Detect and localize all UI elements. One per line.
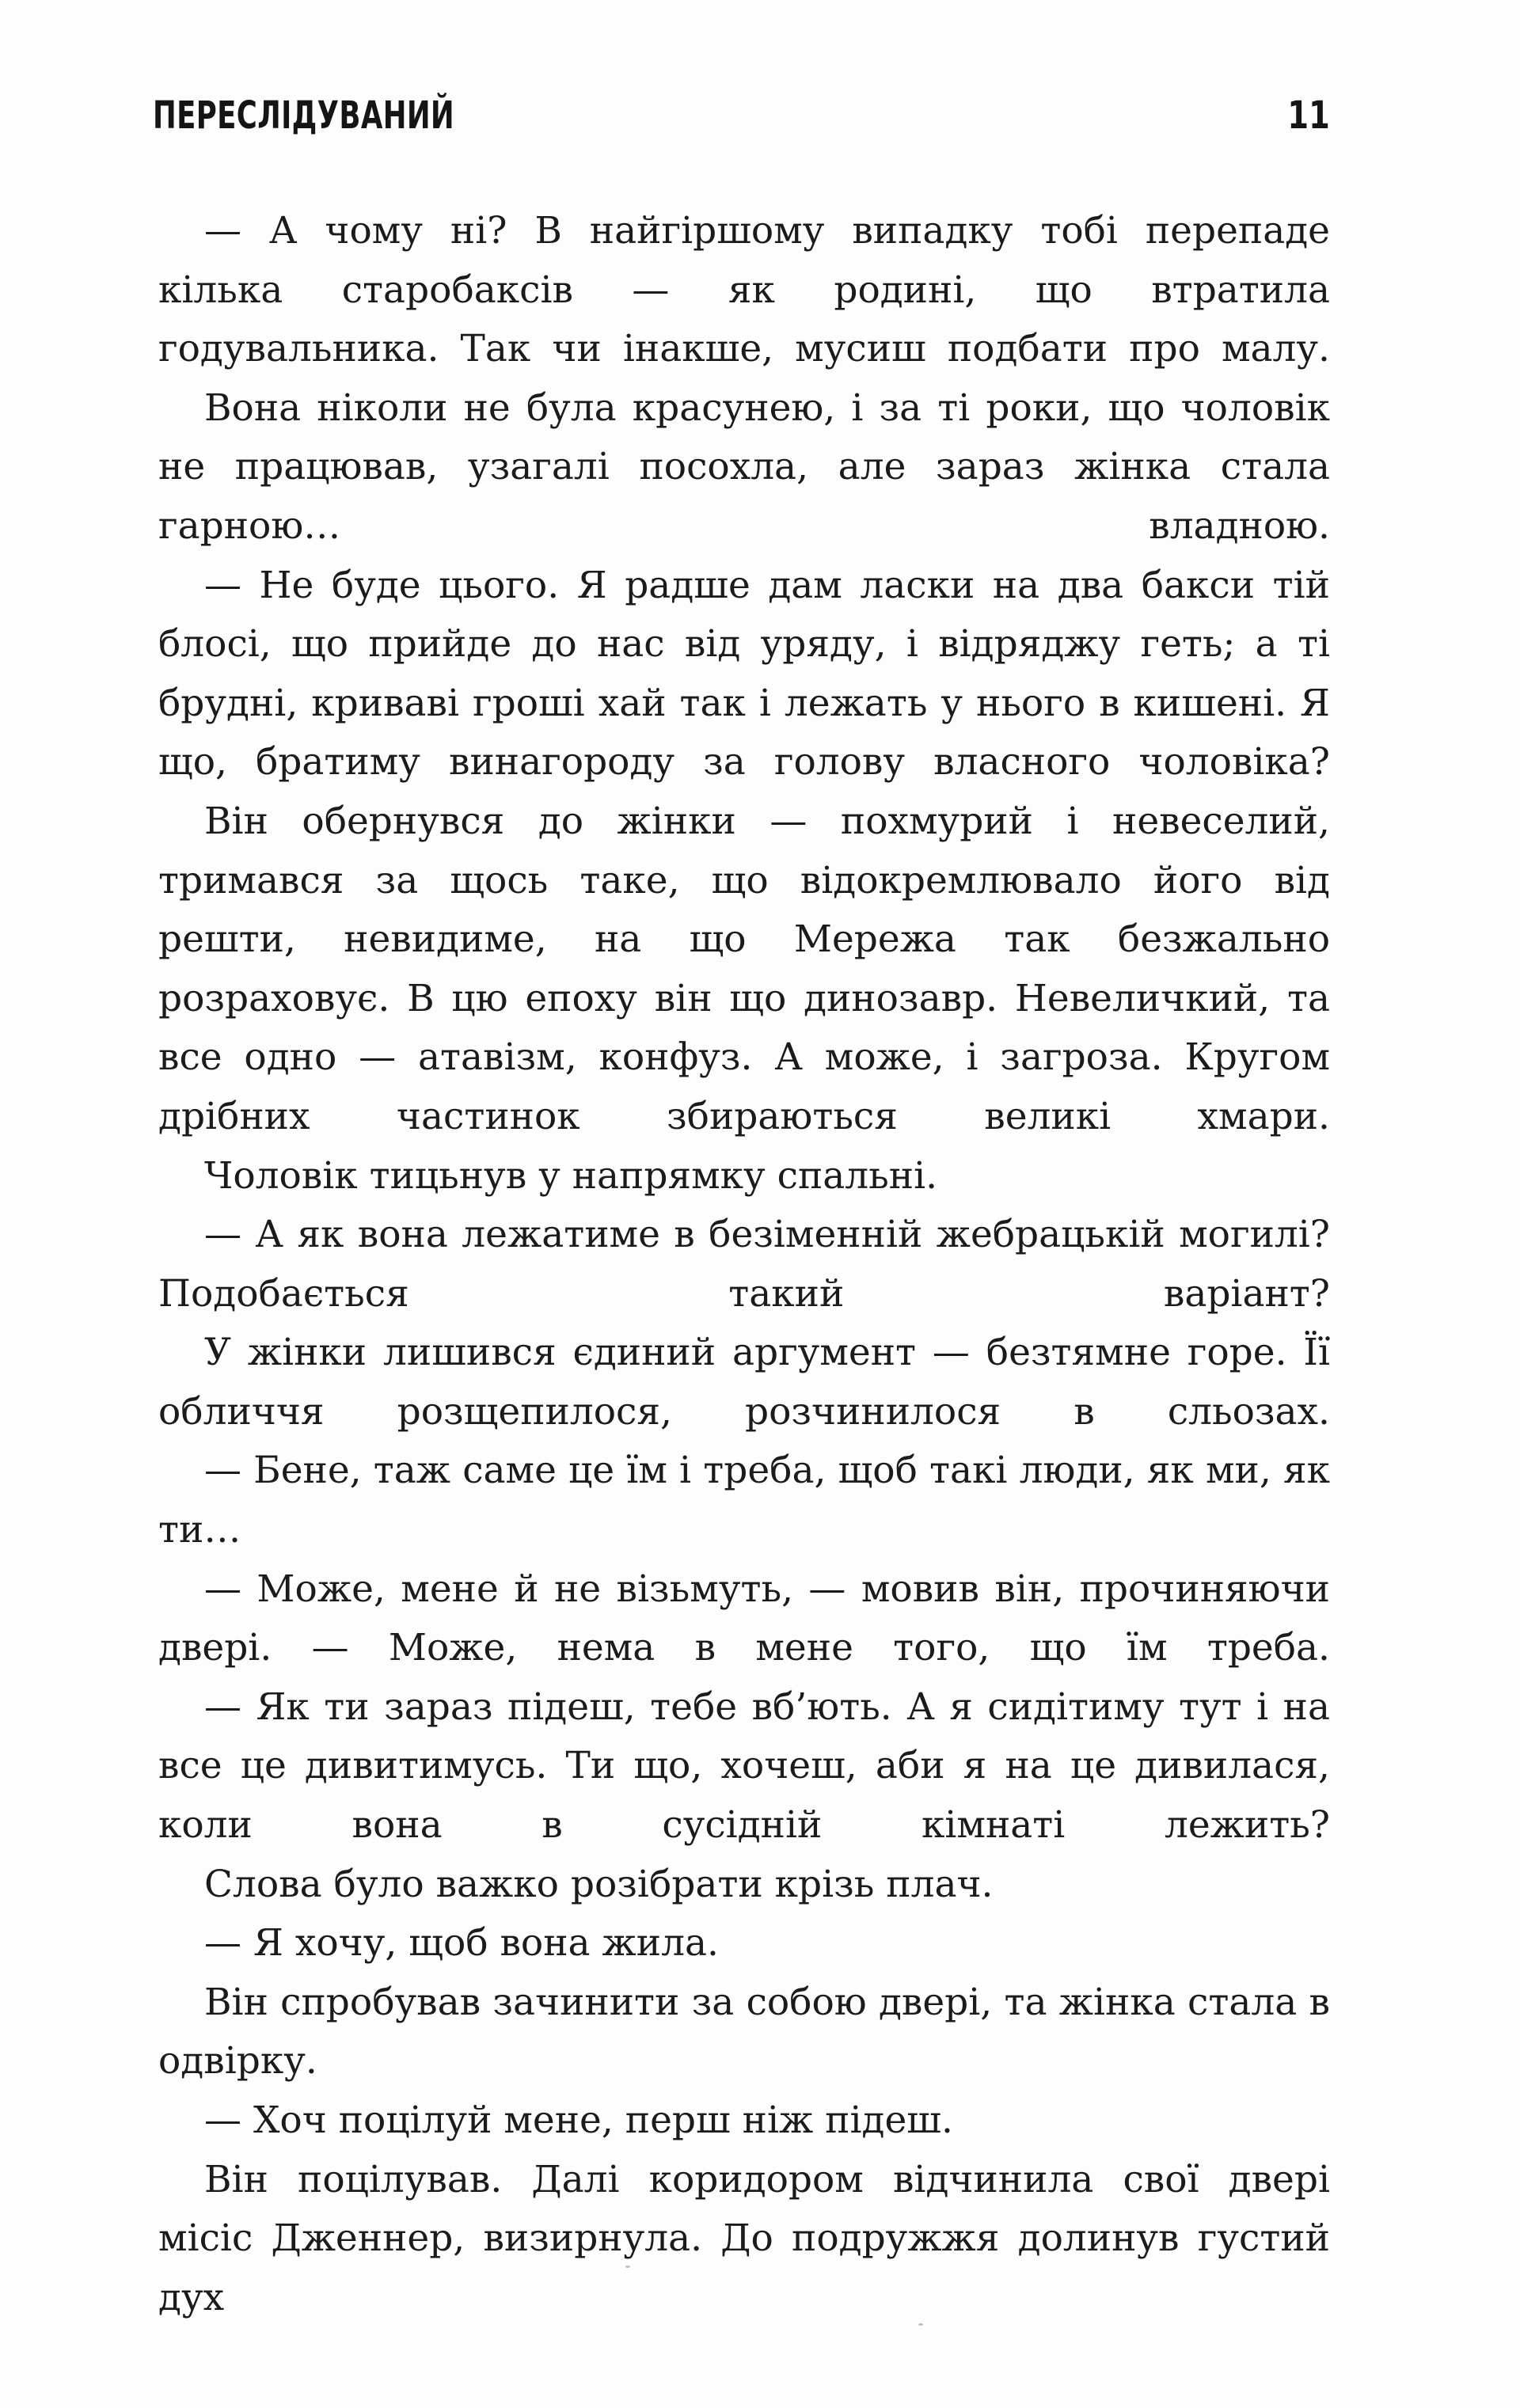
paragraph: Чоловік тицьнув у напрямку спальні. [204, 1153, 938, 1198]
paragraph: — Може, мене й не візьмуть, — мовив він, прочиняючи двері. — Може, нема в мене того, що їм треба. [158, 1567, 1330, 1670]
paragraph: Він поцілував. Далі коридором відчинила свої двері місіс Дженнер, визирнула. До подружжя долинув густий дух [158, 2157, 1330, 2319]
paragraph: У жінки лишився єдиний аргумент — безтямне горе. Її обличчя розщепилося, розчинилося в сльозах. [158, 1331, 1330, 1434]
running-title: ПЕРЕСЛІДУВАНИЙ [153, 93, 455, 138]
body-text [158, 202, 1330, 2319]
paragraph: Він обернувся до жінки — похмурий і невеселий, тримався за щось таке, що відокремлювало його від решти, невидиме, на що Мережа так безжально розраховує. В цю епоху він що динозавр. Невеличкий, та все одно — атавізм, конфуз. А може, і загроза. Кругом дрібних частинок збираються великі хмари. [158, 799, 1330, 1138]
paragraph: — А як вона лежатиме в безіменній жебрацькій могилі? Подобається такий варіант? [158, 1213, 1330, 1316]
paper-speck [918, 2323, 923, 2326]
paragraph: — Бене, таж саме це їм і треба, щоб такі люди, як ми, як ти… [158, 1449, 1330, 1552]
paper-speck [625, 2266, 630, 2268]
page-number: 11 [1287, 93, 1330, 138]
paragraph: — Не буде цього. Я радше дам ласки на два бакси тій блосі, що прийде до нас від уряду, і відряджу геть; а ті брудні, криваві гроші хай так і лежать у нього в кишені. Я що, братиму винагороду за голову власного чоловіка? [158, 563, 1330, 784]
paragraph: Слова було важко розібрати крізь плач. [204, 1862, 994, 1906]
paragraph: Вона ніколи не була красунею, і за ті роки, що чоловік не працював, узагалі посохла, але зараз жінка стала гарною… владною. [158, 386, 1330, 548]
paragraph: — А чому ні? В найгіршому випадку тобі перепаде кілька старобаксів — як родині, що втратила годувальника. Так чи інакше, мусиш подбати про малу. [158, 209, 1330, 371]
paragraph: Він спробував зачинити за собою двері, та жінка стала в одвірку. [158, 1980, 1330, 2083]
paragraph: — Я хочу, щоб вона жила. [204, 1921, 719, 1966]
paragraph: — Як ти зараз підеш, тебе вб’ють. А я сидітиму тут і на все це дивитимусь. Ти що, хочеш, аби я на це дивилася, коли вона в сусідній кімнаті лежить? [158, 1684, 1330, 1848]
paragraph: — Хоч поцілуй мене, перш ніж підеш. [204, 2098, 953, 2142]
